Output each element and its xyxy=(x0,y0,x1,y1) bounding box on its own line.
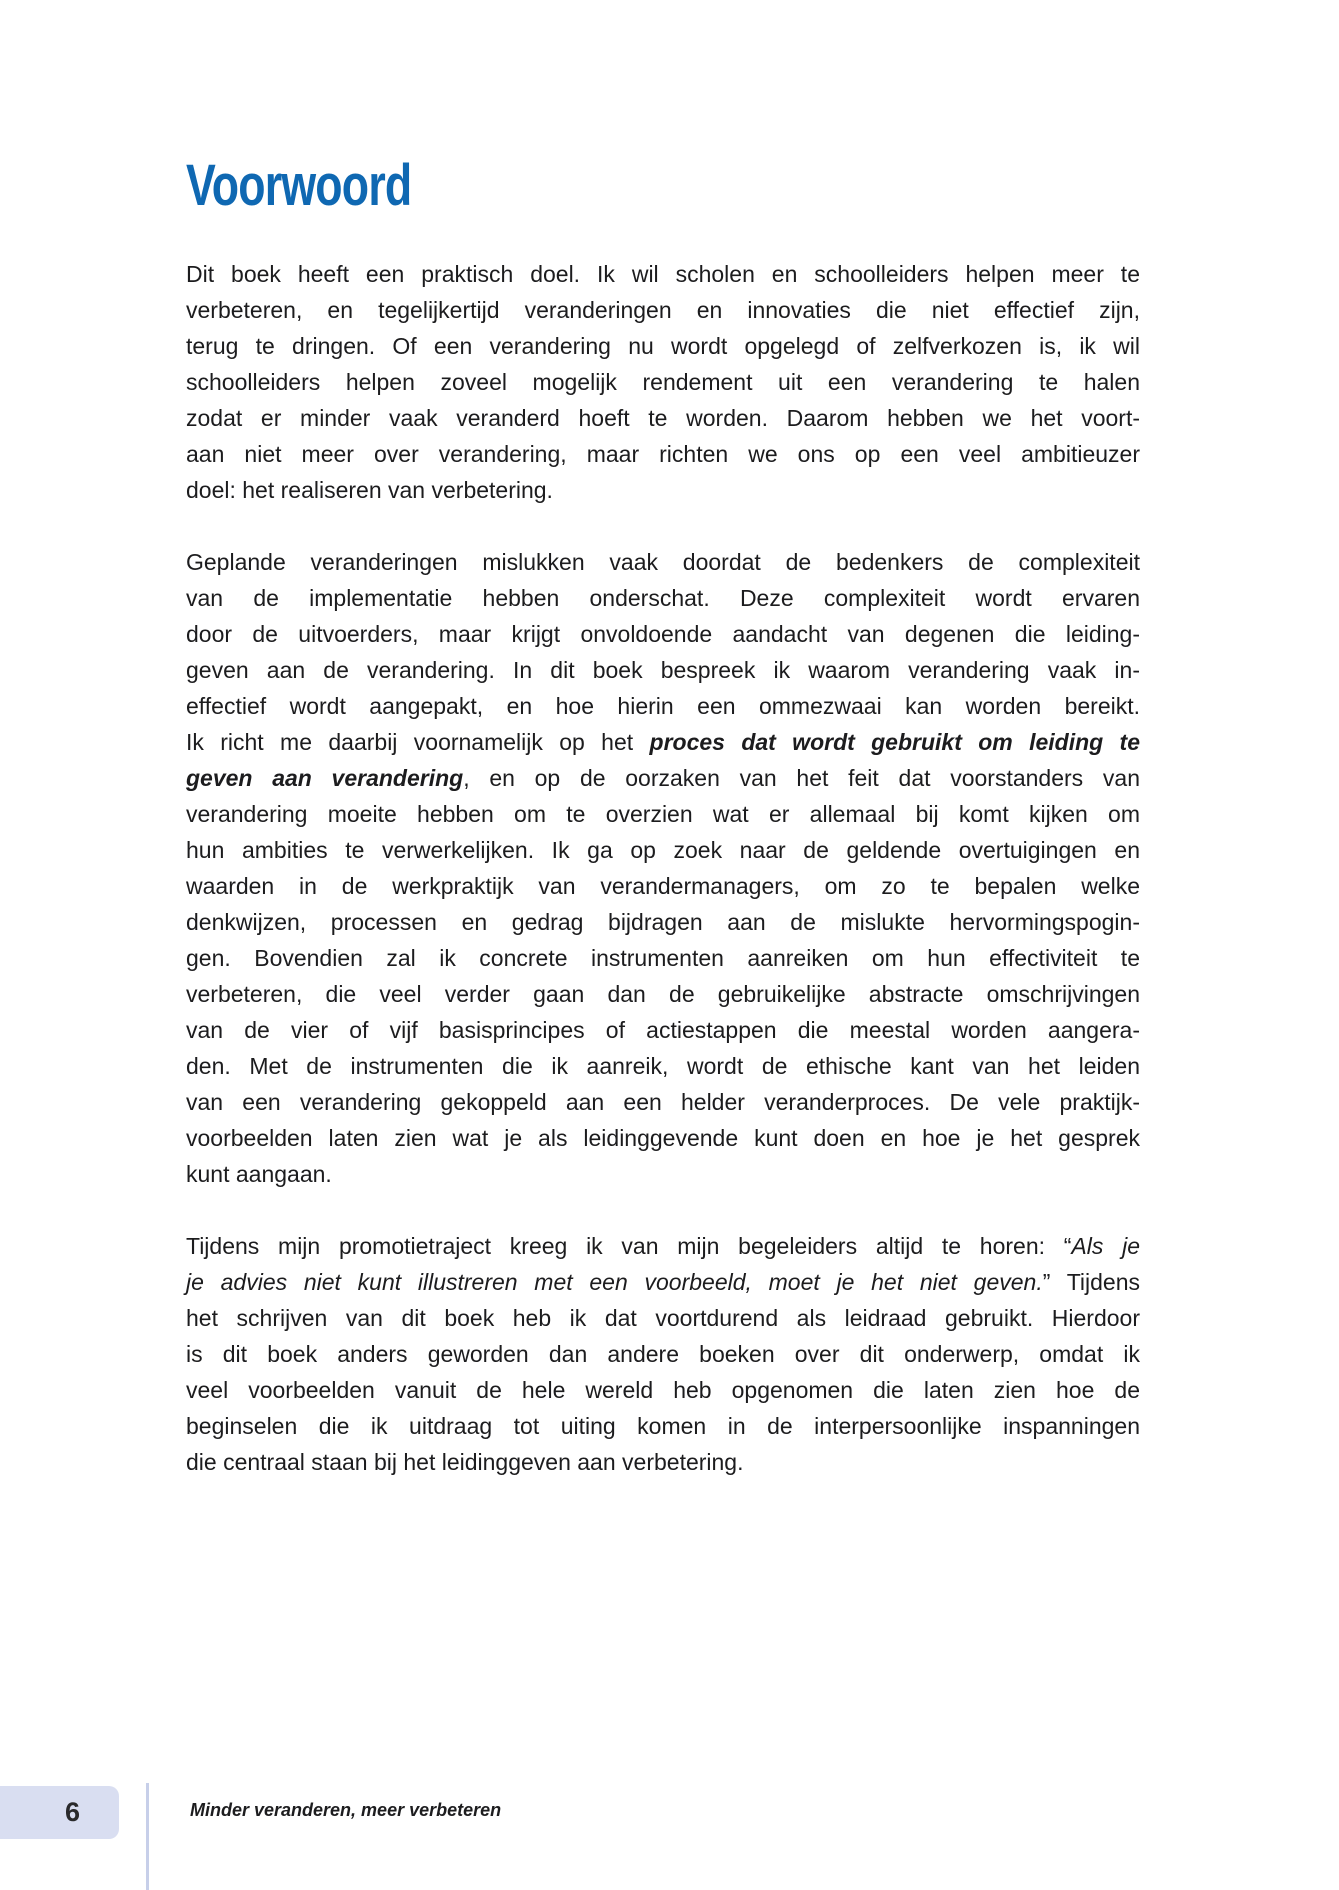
text-run: Geplande veranderingen mislukken vaak doordat de bedenkers de complexiteit xyxy=(186,549,1140,575)
text-run: den. Met de instrumenten die ik aanreik, wordt de ethische kant van het leiden xyxy=(186,1053,1140,1079)
text-run: geven aan de verandering. In dit boek bespreek ik waarom verandering vaak in- xyxy=(186,657,1140,683)
text-run: , en op de oorzaken van het feit dat voorstanders van xyxy=(463,765,1140,791)
text-line xyxy=(186,580,1140,616)
text-run: door de uitvoerders, maar krijgt onvoldoende aandacht van degenen die leiding- xyxy=(186,621,1140,647)
text-line xyxy=(186,472,1140,508)
text-run: is dit boek anders geworden dan andere boeken over dit onderwerp, omdat ik xyxy=(186,1341,1140,1367)
text-line xyxy=(186,1300,1140,1336)
text-line xyxy=(186,616,1140,652)
text-line xyxy=(186,1120,1140,1156)
text-run: doel: het realiseren van verbetering. xyxy=(186,477,553,503)
text-line xyxy=(186,1444,1140,1480)
text-line xyxy=(186,1372,1140,1408)
text-run: die centraal staan bij het leidinggeven aan verbetering. xyxy=(186,1449,744,1475)
text-line xyxy=(186,688,1140,724)
text-line xyxy=(186,796,1140,832)
text-line xyxy=(186,328,1140,364)
paragraph xyxy=(186,256,1140,508)
text-run: denkwijzen, processen en gedrag bijdragen aan de mislukte hervormingspogin- xyxy=(186,909,1140,935)
text-line xyxy=(186,256,1140,292)
text-line xyxy=(186,832,1140,868)
running-title: Minder veranderen, meer verbeteren xyxy=(190,1800,502,1820)
page-number-box xyxy=(0,1786,119,1839)
text-line xyxy=(186,400,1140,436)
page-title: Voorwoord xyxy=(186,153,412,218)
text-line xyxy=(186,904,1140,940)
text-line xyxy=(186,436,1140,472)
text-run: Dit boek heeft een praktisch doel. Ik wil scholen en schoolleiders helpen meer te xyxy=(186,261,1140,287)
text-run: van een verandering gekoppeld aan een helder veranderproces. De vele praktijk- xyxy=(186,1089,1140,1115)
text-line xyxy=(186,760,1140,796)
emphasis-bold-italic: geven aan verandering xyxy=(186,765,464,791)
text-line xyxy=(186,1228,1140,1264)
text-line xyxy=(186,1048,1140,1084)
text-line xyxy=(186,1336,1140,1372)
text-run: het schrijven van dit boek heb ik dat voortdurend als leidraad gebruikt. Hierdoor xyxy=(186,1305,1140,1331)
text-run: voorbeelden laten zien wat je als leidinggevende kunt doen en hoe je het gesprek xyxy=(186,1125,1140,1151)
text-line xyxy=(186,1156,1140,1192)
text-run: hun ambities te verwerkelijken. Ik ga op zoek naar de geldende overtuigingen en xyxy=(186,837,1140,863)
text-line xyxy=(186,976,1140,1012)
emphasis-italic: je advies niet kunt illustreren met een voorbeeld, moet je het niet geven. xyxy=(186,1269,1043,1295)
text-line xyxy=(186,940,1140,976)
page-number: 6 xyxy=(64,1797,81,1827)
emphasis-bold-italic: proces dat wordt gebruikt om leiding te xyxy=(649,729,1141,755)
text-run: schoolleiders helpen zoveel mogelijk rendement uit een verandering te halen xyxy=(186,369,1140,395)
paragraph xyxy=(186,544,1140,1192)
text-line xyxy=(186,292,1140,328)
text-line xyxy=(186,364,1140,400)
text-run: gen. Bovendien zal ik concrete instrumenten aanreiken om hun effectiviteit te xyxy=(186,945,1140,971)
page-body xyxy=(186,256,1140,1480)
text-run: ” Tijdens xyxy=(1042,1269,1140,1295)
text-run: verbeteren, die veel verder gaan dan de gebruikelijke abstracte omschrijvingen xyxy=(186,981,1140,1007)
text-run: kunt aangaan. xyxy=(186,1161,332,1187)
text-run: aan niet meer over verandering, maar richten we ons op een veel ambitieuzer xyxy=(186,441,1140,467)
text-run: waarden in de werkpraktijk van verandermanagers, om zo te bepalen welke xyxy=(186,873,1140,899)
text-run: beginselen die ik uitdraag tot uiting komen in de interpersoonlijke inspanningen xyxy=(186,1413,1140,1439)
text-line xyxy=(186,652,1140,688)
text-run: terug te dringen. Of een verandering nu wordt opgelegd of zelfverkozen is, ik wil xyxy=(186,333,1140,359)
text-line xyxy=(186,724,1140,760)
text-line xyxy=(186,1264,1140,1300)
text-line xyxy=(186,868,1140,904)
paragraph xyxy=(186,1228,1140,1480)
text-line xyxy=(186,1408,1140,1444)
text-run: van de implementatie hebben onderschat. Deze complexiteit wordt ervaren xyxy=(186,585,1140,611)
text-run: zodat er minder vaak veranderd hoeft te worden. Daarom hebben we het voort- xyxy=(186,405,1140,431)
footer-divider-line xyxy=(146,1783,149,1890)
emphasis-italic: Als je xyxy=(1071,1233,1140,1259)
text-line xyxy=(186,1012,1140,1048)
text-run: Tijdens mijn promotietraject kreeg ik van mijn begeleiders altijd te horen: “ xyxy=(186,1233,1072,1259)
text-run: verbeteren, en tegelijkertijd veranderingen en innovaties die niet effectief zijn, xyxy=(186,297,1140,323)
text-run: veel voorbeelden vanuit de hele wereld heb opgenomen die laten zien hoe de xyxy=(186,1377,1140,1403)
text-run: van de vier of vijf basisprincipes of actiestappen die meestal worden aangera- xyxy=(186,1017,1140,1043)
text-line xyxy=(186,1084,1140,1120)
text-run: effectief wordt aangepakt, en hoe hierin een ommezwaai kan worden bereikt. xyxy=(186,693,1140,719)
text-line xyxy=(186,544,1140,580)
text-run: Ik richt me daarbij voornamelijk op het xyxy=(186,729,650,755)
text-run: verandering moeite hebben om te overzien wat er allemaal bij komt kijken om xyxy=(186,801,1140,827)
